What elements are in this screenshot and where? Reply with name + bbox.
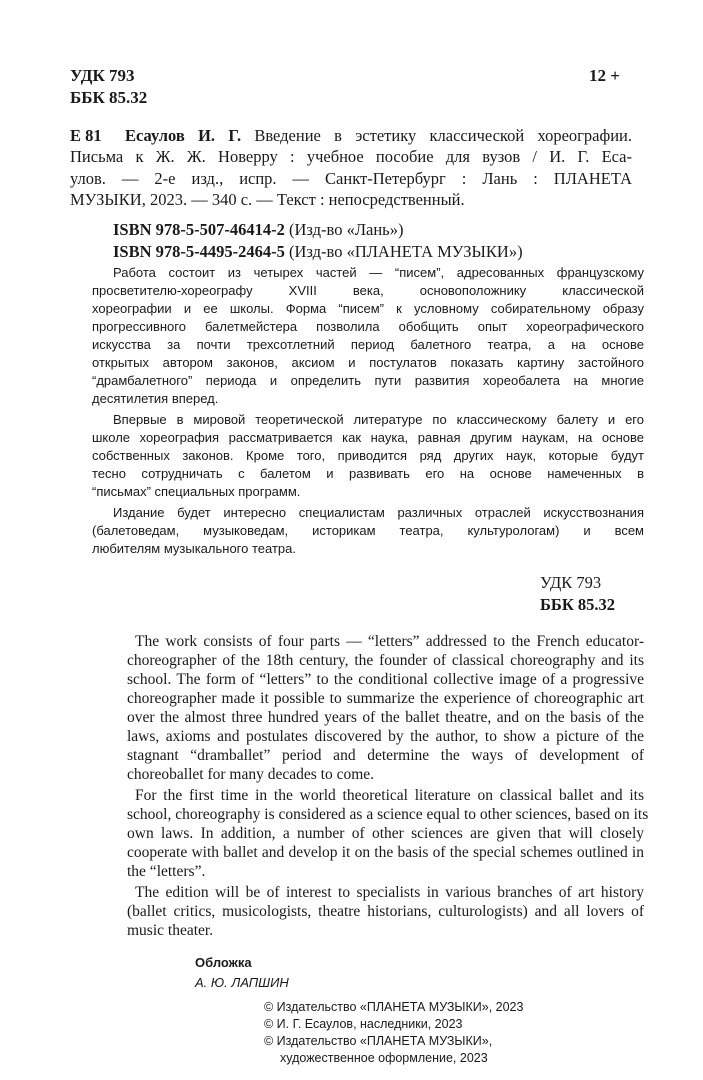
- annotation-line: тесно сотрудничать с балетом и развивать его на основе намеченных в: [92, 466, 644, 481]
- annotation-line: the “letters”.: [127, 863, 206, 880]
- annotation-line: Работа состоит из четырех частей — “писем”, адресованных французскому: [113, 265, 644, 280]
- annotation-line: choreographer of the 18th century, the founder of classical choreography and its: [127, 652, 644, 669]
- age-rating: 12 +: [589, 66, 620, 85]
- isbn-publisher: (Изд-во «ПЛАНЕТА МУЗЫКИ»): [289, 242, 523, 261]
- isbn-publisher: (Изд-во «Лань»): [289, 220, 404, 239]
- annotation-line: собственных законов. Кроме того, приводится ряд других наук, которые будут: [92, 448, 644, 463]
- annotation-line: school, choreography is considered as a science equal to other sciences, based on its: [127, 806, 649, 823]
- bib-line: МУЗЫКИ, 2023. — 340 с. — Текст : непосредственный.: [70, 190, 465, 209]
- cover-label: Обложка: [195, 955, 252, 970]
- annotation-line: Впервые в мировой теоретической литературе по классическому балету и его: [113, 412, 644, 427]
- copyright-line: художественное оформление, 2023: [280, 1051, 488, 1065]
- bib-line: Есаулов И. Г. Введение в эстетику классической хореографии.: [125, 126, 632, 145]
- isbn-line: [113, 220, 403, 240]
- annotation-line: choreoballet for many decades to come.: [127, 766, 375, 783]
- annotation-line: choreographer made it possible to summarize the experience of choreographic art: [127, 690, 644, 707]
- bbk-code-repeat: ББК 85.32: [540, 595, 616, 614]
- annotation-line: The work consists of four parts — “letters” addressed to the French educator-: [135, 633, 644, 650]
- annotation-line: The edition will be of interest to specialists in various branches of art history: [135, 884, 644, 901]
- annotation-line: открытых автором законов, аксиом и постулатов показать картину застойного: [92, 355, 644, 370]
- isbn-number: ISBN 978-5-4495-2464-5: [113, 242, 285, 261]
- annotation-line: “письмах” специальных программ.: [92, 484, 301, 499]
- isbn-line: [113, 242, 523, 262]
- annotation-line: stagnant “dramballet” period and determine the ways of development of: [127, 747, 644, 764]
- annotation-line: own laws. In addition, a number of other sciences are given that will closely: [127, 825, 644, 842]
- copyright-line: © Издательство «ПЛАНЕТА МУЗЫКИ»,: [264, 1034, 493, 1048]
- annotation-line: Издание будет интересно специалистам различных отраслей искусствознания: [113, 505, 644, 520]
- annotation-line: просветителю-хореографу XVIII века, основоположнику классической: [92, 283, 644, 298]
- author-mark: Е 81: [70, 126, 102, 145]
- annotation-line: хореографии и ее школы. Форма “писем” к условному собирательному образу: [92, 301, 644, 316]
- annotation-line: music theater.: [127, 922, 214, 939]
- annotation-line: “драмбалетного” периода и определить пути развития хореобалета на многие: [92, 373, 644, 388]
- bbk-code: ББК 85.32: [70, 88, 148, 107]
- annotation-line: laws, axioms and postulates discovered by the author, to show a picture of the: [127, 728, 644, 745]
- annotation-line: прогрессивного балетмейстера позволила обобщить опыт хореографического: [92, 319, 644, 334]
- annotation-line: любителям музыкального театра.: [92, 541, 296, 556]
- udk-code: УДК 793: [70, 66, 135, 85]
- isbn-number: ISBN 978-5-507-46414-2: [113, 220, 285, 239]
- annotation-line: десятилетия вперед.: [92, 391, 219, 406]
- annotation-line: school. The form of “letters” to the conditional collective image of a progressive: [127, 671, 644, 688]
- annotation-line: (ballet critics, musicologists, theatre historians, culturologists) and all lovers of: [127, 903, 644, 920]
- cover-artist: А. Ю. ЛАПШИН: [195, 975, 289, 990]
- bib-line: Письма к Ж. Ж. Новерру : учебное пособие для вузов / И. Г. Еса-: [70, 147, 632, 166]
- copyright-line: © И. Г. Есаулов, наследники, 2023: [264, 1017, 463, 1031]
- annotation-line: cooperate with ballet and develop it on the basis of the special schemes outlined in: [127, 844, 644, 861]
- annotation-line: For the first time in the world theoretical literature on classical ballet and its: [135, 787, 644, 804]
- annotation-line: over the almost three hundred years of the ballet theatre, and on the basis of the: [127, 709, 644, 726]
- copyright-line: © Издательство «ПЛАНЕТА МУЗЫКИ», 2023: [264, 1000, 524, 1014]
- annotation-line: школе хореография рассматривается как наука, равная другим наукам, на основе: [92, 430, 644, 445]
- udk-code-repeat: УДК 793: [540, 573, 602, 592]
- annotation-line: (балетоведам, музыковедам, историкам театра, культурологам) и всем: [92, 523, 644, 538]
- annotation-line: искусства за почти трехсотлетний период балетного театра, а на основе: [92, 337, 644, 352]
- bib-line: улов. — 2-е изд., испр. — Санкт-Петербург : Лань : ПЛАНЕТА: [70, 169, 632, 188]
